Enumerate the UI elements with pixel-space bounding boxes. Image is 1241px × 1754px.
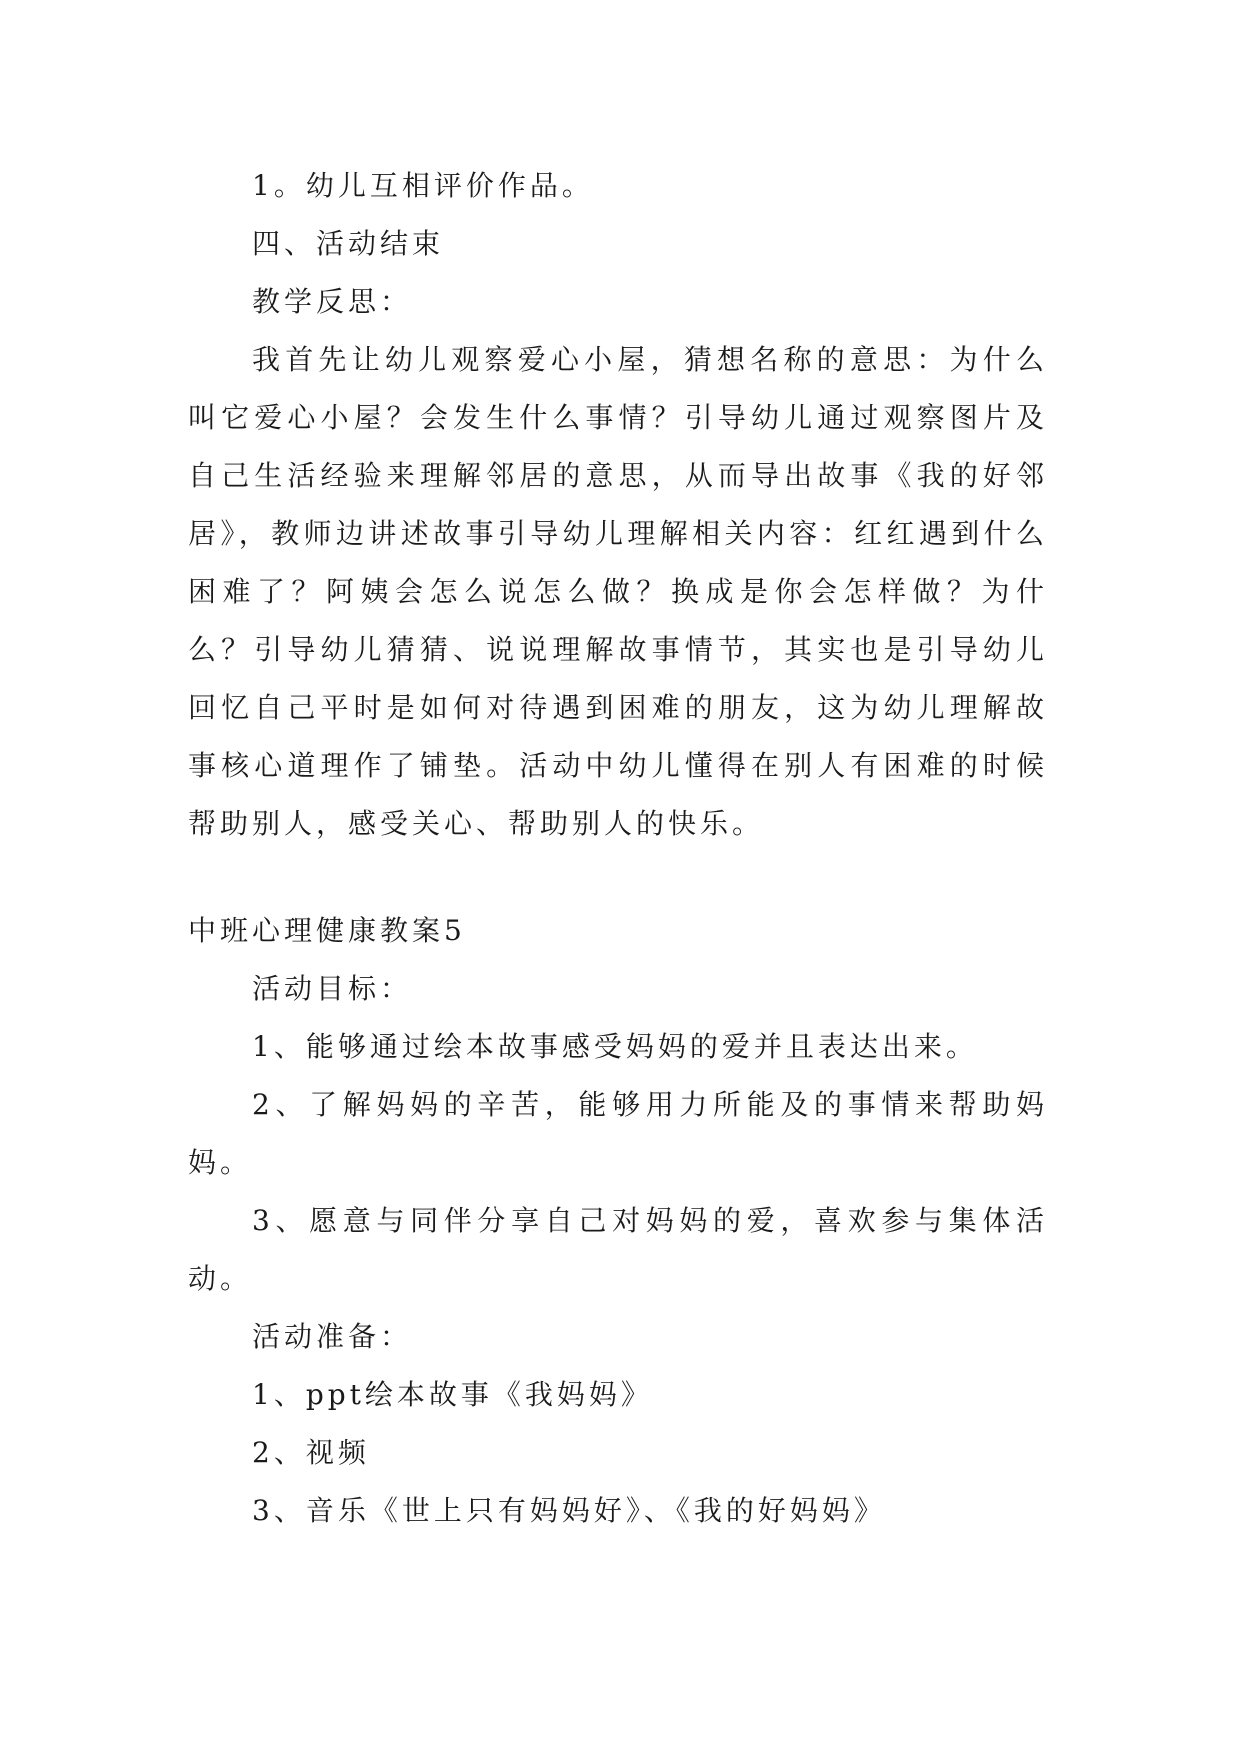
prep-item: 3、音乐《世上只有妈妈好》、《我的好妈妈》 <box>252 1494 886 1527</box>
evaluation-item: 1。幼儿互相评价作品。 <box>252 169 594 202</box>
activity-end-heading: 四、活动结束 <box>252 227 445 260</box>
goals-heading: 活动目标： <box>252 972 413 1005</box>
reflection-section <box>188 157 1048 853</box>
goal-item: 2、了解妈妈的辛苦，能够用力所能及的事情来帮助妈妈。 <box>188 1088 1048 1179</box>
reflection-paragraph: 我首先让幼儿观察爱心小屋，猜想名称的意思：为什么叫它爱心小屋？会发生什么事情？引导幼儿通过观察图片及自己生活经验来理解邻居的意思，从而导出故事《我的好邻居》，教师边讲述故事引导幼儿理解相关内容：红红遇到什么困难了？阿姨会怎么说怎么做？换成是你会怎样做？为什么？引导幼儿猜猜、说说理解故事情节，其实也是引导幼儿回忆自己平时是如何对待遇到困难的朋友，这为幼儿理解故事核心道理作了铺垫。活动中幼儿懂得在别人有困难的时候帮助别人，感受关心、帮助别人的快乐。 <box>188 343 1048 840</box>
goal-item: 1、能够通过绘本故事感受妈妈的爱并且表达出来。 <box>252 1030 978 1063</box>
lesson-plan-title: 中班心理健康教案5 <box>188 914 466 947</box>
prep-heading: 活动准备： <box>252 1320 413 1353</box>
prep-item: 2、视频 <box>252 1436 370 1469</box>
lesson-plan-section <box>188 902 1048 1540</box>
reflection-heading: 教学反思： <box>252 285 413 318</box>
prep-item: 1、ppt绘本故事《我妈妈》 <box>252 1378 653 1411</box>
goal-item: 3、愿意与同伴分享自己对妈妈的爱，喜欢参与集体活动。 <box>188 1204 1048 1295</box>
